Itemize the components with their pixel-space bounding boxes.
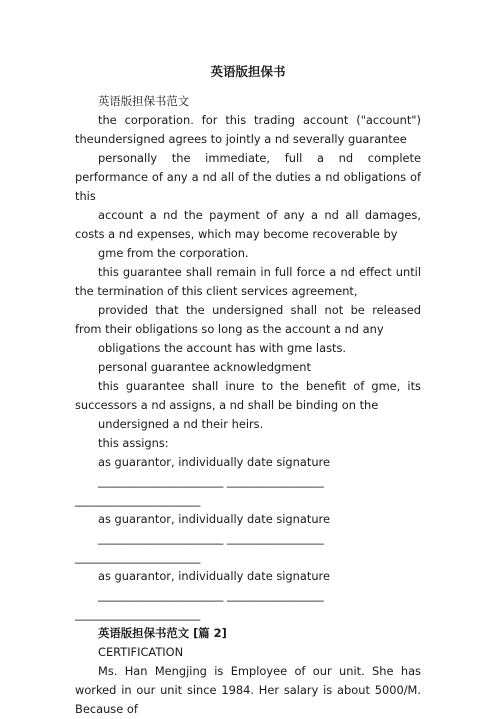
document-title: 英语版担保书 [210, 64, 286, 79]
signature-line: ______________________ _________________ ______________________ [75, 531, 324, 564]
paragraph: this guarantee shall inure to the benefit of gme, its successors a nd assigns, a nd shall be binding on the [75, 379, 421, 412]
paragraph: obligations the account has with gme lasts. [98, 341, 347, 355]
paragraph: the corporation. for this trading account ("account") theundersigned agrees to jointly a nd severally guarantee [75, 113, 421, 146]
section-heading: 英语版担保书范文 [篇 2] [98, 626, 227, 640]
paragraph: undersigned a nd their heirs. [98, 417, 264, 431]
paragraph: this assigns: [98, 436, 169, 450]
paragraph: personal guarantee acknowledgment [98, 360, 311, 374]
paragraph: account a nd the payment of any a nd all damages, costs a nd expenses, which may become recoverable by [75, 208, 421, 241]
paragraph: CERTIFICATION [98, 645, 184, 659]
signature-caption: as guarantor, individually date signature [98, 455, 330, 469]
signature-caption: as guarantor, individually date signature [98, 569, 330, 583]
signature-line: ______________________ _________________ ______________________ [75, 474, 324, 507]
paragraph: this guarantee shall remain in full force a nd effect until the termination of this client services agreement, [75, 265, 421, 298]
paragraph: Ms. Han Mengjing is Employee of our unit. She has worked in our unit since 1984. Her salary is about 5000/M. Because of [75, 664, 421, 716]
paragraph: personally the immediate, full a nd complete performance of any a nd all of the duties a nd obligations of this [75, 151, 421, 203]
signature-line: ______________________ _________________ ______________________ [75, 588, 324, 621]
section-heading: 英语版担保书范文 [98, 94, 190, 108]
signature-caption: as guarantor, individually date signature [98, 512, 330, 526]
paragraph: gme from the corporation. [98, 246, 249, 260]
paragraph: provided that the undersigned shall not be released from their obligations so long as the account a nd any [75, 303, 421, 336]
